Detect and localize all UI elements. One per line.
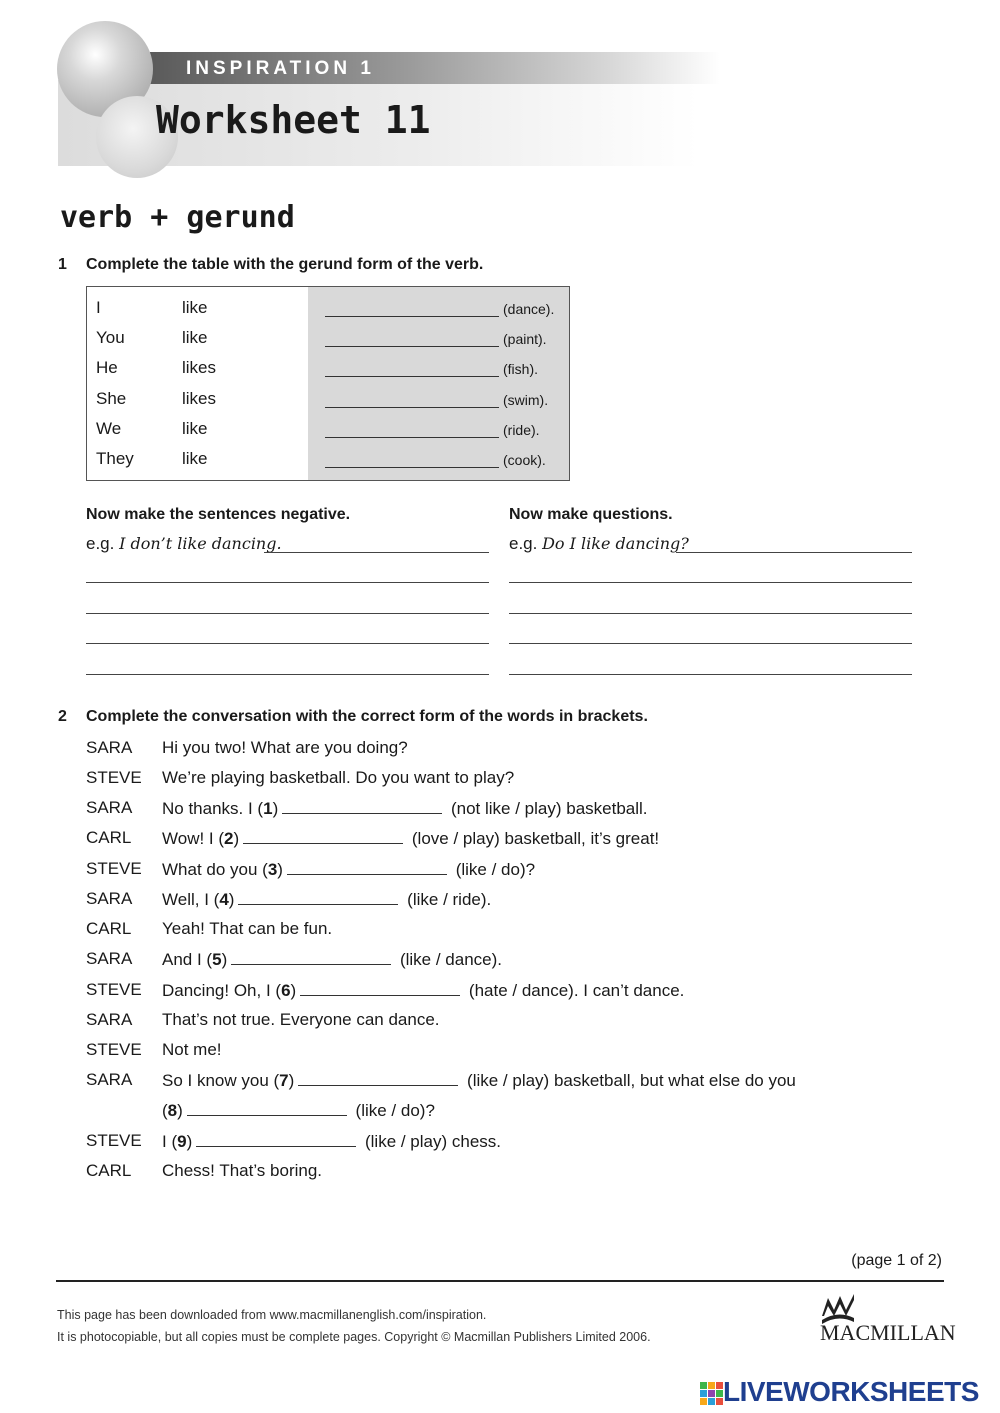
line-text-before: Dancing! Oh, I ( [162,981,282,1000]
subject-cell: We [96,418,122,438]
line-text-before: And I ( [162,950,213,969]
gap-blank[interactable] [287,859,447,875]
subject-cell: I [96,298,101,317]
gap-close-paren: ) [288,1071,295,1090]
verb-hint: (dance). [503,301,555,317]
line-text [162,1070,796,1091]
line-text [162,1100,435,1121]
line-text-before: Wow! I ( [162,829,225,848]
gerund-table [86,286,570,481]
negative-heading: Now make the sentences negative. [86,506,351,523]
gap-blank[interactable] [298,1070,458,1086]
gap-close-paren: ) [177,1101,183,1120]
exercise-instruction: Complete the conversation with the correct form of the words in brackets. [86,708,648,725]
speaker-name: SARA [86,798,133,817]
line-text [162,919,332,939]
gap-close-paren: ) [233,829,240,848]
gap-number: 2 [224,829,234,848]
line-text-after: (like / play) chess. [360,1132,502,1151]
line-text-after: (hate / dance). I can’t dance. [464,981,685,1000]
subject-cell: She [96,388,127,408]
table-row [87,382,569,412]
answer-blank[interactable] [325,346,499,347]
worksheet-title: Worksheet 11 [156,98,431,142]
line-text-before: No thanks. I ( [162,799,264,818]
liveworksheets-logo-icon [700,1378,724,1410]
speaker-name: SARA [86,1010,133,1029]
negative-answer-line[interactable] [86,582,489,583]
line-text-before: I ( [162,1132,178,1151]
line-text [162,768,514,788]
line-text [162,1040,222,1060]
gap-number: 1 [263,799,273,818]
line-text [162,859,535,880]
gap-number: 3 [267,860,278,879]
gap-close-paren: ) [228,890,235,909]
line-text [162,1010,440,1030]
gap-blank[interactable] [238,889,398,905]
footer-copyright: It is photocopiable, but all copies must be complete pages. Copyright © Macmillan Publishers Limited 2006. [57,1330,651,1344]
liveworksheets-watermark: LIVEWORKSHEETS [723,1376,979,1407]
line-text-after: (like / dance). [395,950,502,969]
negative-answer-line[interactable] [86,613,489,614]
question-example [509,534,689,554]
line-text-before: ( [162,1101,168,1120]
series-title: INSPIRATION 1 [186,58,375,79]
question-answer-line[interactable] [509,674,912,675]
negative-example [86,534,282,554]
table-row [87,351,569,381]
question-answer-line[interactable] [509,613,912,614]
line-text-before: That’s not true. Everyone can dance. [162,1010,440,1029]
speaker-name: CARL [86,1161,132,1180]
gap-number: 5 [212,950,222,969]
exercise-number: 1 [58,256,67,273]
exercise-2-heading [58,708,648,726]
gap-number: 4 [219,890,229,909]
line-text [162,738,408,758]
speaker-name: STEVE [86,980,142,999]
questions-heading: Now make questions. [509,506,673,523]
subject-cell: He [96,358,118,378]
negative-answer-line[interactable] [264,552,489,553]
verb-cell: likes [182,358,217,378]
gap-blank[interactable] [243,828,403,844]
answer-blank[interactable] [325,376,499,377]
verb-hint: (ride). [503,421,540,438]
line-text [162,980,684,1001]
exercise-1-heading [58,256,483,274]
line-text-after: (like / do)? [450,860,536,879]
exercise-number: 2 [58,708,67,725]
question-answer-line[interactable] [676,552,912,553]
question-answer-line[interactable] [509,582,912,583]
verb-cell: likes [182,388,217,408]
line-text-before: Hi you two! What are you doing? [162,738,408,757]
verb-hint: (cook). [503,452,546,468]
negative-answer-line[interactable] [86,643,489,644]
speaker-name: SARA [86,738,133,757]
line-text-after: (like / ride). [402,890,492,909]
speaker-name: STEVE [86,1040,142,1059]
speaker-name: SARA [86,949,133,968]
table-row [87,412,569,442]
line-text-before: Chess! That’s boring. [162,1161,323,1180]
gap-blank[interactable] [231,949,391,965]
line-text [162,1161,322,1181]
line-text [162,889,491,910]
line-text-after: (love / play) basketball, it’s great! [407,829,660,848]
line-text [162,798,648,819]
eg-label: e.g. [86,534,115,553]
line-text [162,1131,501,1152]
table-row [87,321,569,351]
gap-number: 9 [177,1132,187,1151]
verb-hint: (fish). [503,361,538,378]
speaker-name: STEVE [86,768,142,787]
gap-blank[interactable] [300,980,460,996]
speaker-name: SARA [86,1070,133,1089]
topic-heading: verb + gerund [60,200,295,235]
verb-cell: like [182,328,208,348]
verb-cell: like [182,449,208,468]
gap-blank[interactable] [196,1131,356,1147]
verb-hint: (paint). [503,331,547,348]
gap-number: 6 [281,981,291,1000]
speaker-name: CARL [86,828,132,847]
speaker-name: SARA [86,889,133,908]
line-text [162,949,502,970]
gap-close-paren: ) [290,981,297,1000]
gap-close-paren: ) [272,799,279,818]
negative-example-text: I don’t like dancing. [119,534,282,553]
line-text-after: (like / play) basketball, but what else do you [462,1071,796,1090]
verb-hint: (swim). [503,391,549,408]
line-text-before: Well, I ( [162,890,220,909]
gap-blank[interactable] [282,798,442,814]
line-text-before: Yeah! That can be fun. [162,919,333,938]
answer-blank[interactable] [325,407,499,408]
question-example-text: Do I like dancing? [542,534,689,553]
footer-rule [56,1280,944,1282]
eg-label: e.g. [509,534,538,553]
line-text [162,828,659,849]
table-row [87,291,569,321]
gap-number: 8 [167,1101,178,1120]
line-text-before: We’re playing basketball. Do you want to play? [162,768,515,787]
speaker-name: STEVE [86,859,142,878]
page-number: (page 1 of 2) [851,1252,942,1269]
speaker-name: CARL [86,919,132,938]
gap-close-paren: ) [186,1132,193,1151]
subject-cell: You [96,328,125,348]
line-text-after: (like / do)? [350,1101,435,1120]
verb-cell: like [182,418,208,438]
verb-cell: like [182,298,208,317]
gap-close-paren: ) [277,860,283,879]
subject-cell: They [96,449,134,468]
line-text-before: So I know you ( [162,1071,280,1090]
footer-source: This page has been downloaded from www.macmillanenglish.com/inspiration. [57,1308,487,1322]
gap-close-paren: ) [221,950,228,969]
table-row [87,442,569,472]
negative-answer-line[interactable] [86,674,489,675]
line-text-before: What do you ( [162,860,268,879]
answer-blank[interactable] [325,316,499,317]
answer-blank[interactable] [325,467,499,468]
answer-blank[interactable] [325,437,499,438]
gap-number: 7 [279,1071,289,1090]
exercise-instruction: Complete the table with the gerund form of the verb. [86,256,484,273]
question-answer-line[interactable] [509,643,912,644]
line-text-before: Not me! [162,1040,222,1059]
publisher-name: MACMILLAN [820,1320,956,1345]
speaker-name: STEVE [86,1131,142,1150]
gap-blank[interactable] [187,1100,347,1116]
line-text-after: (not like / play) basketball. [446,799,648,818]
